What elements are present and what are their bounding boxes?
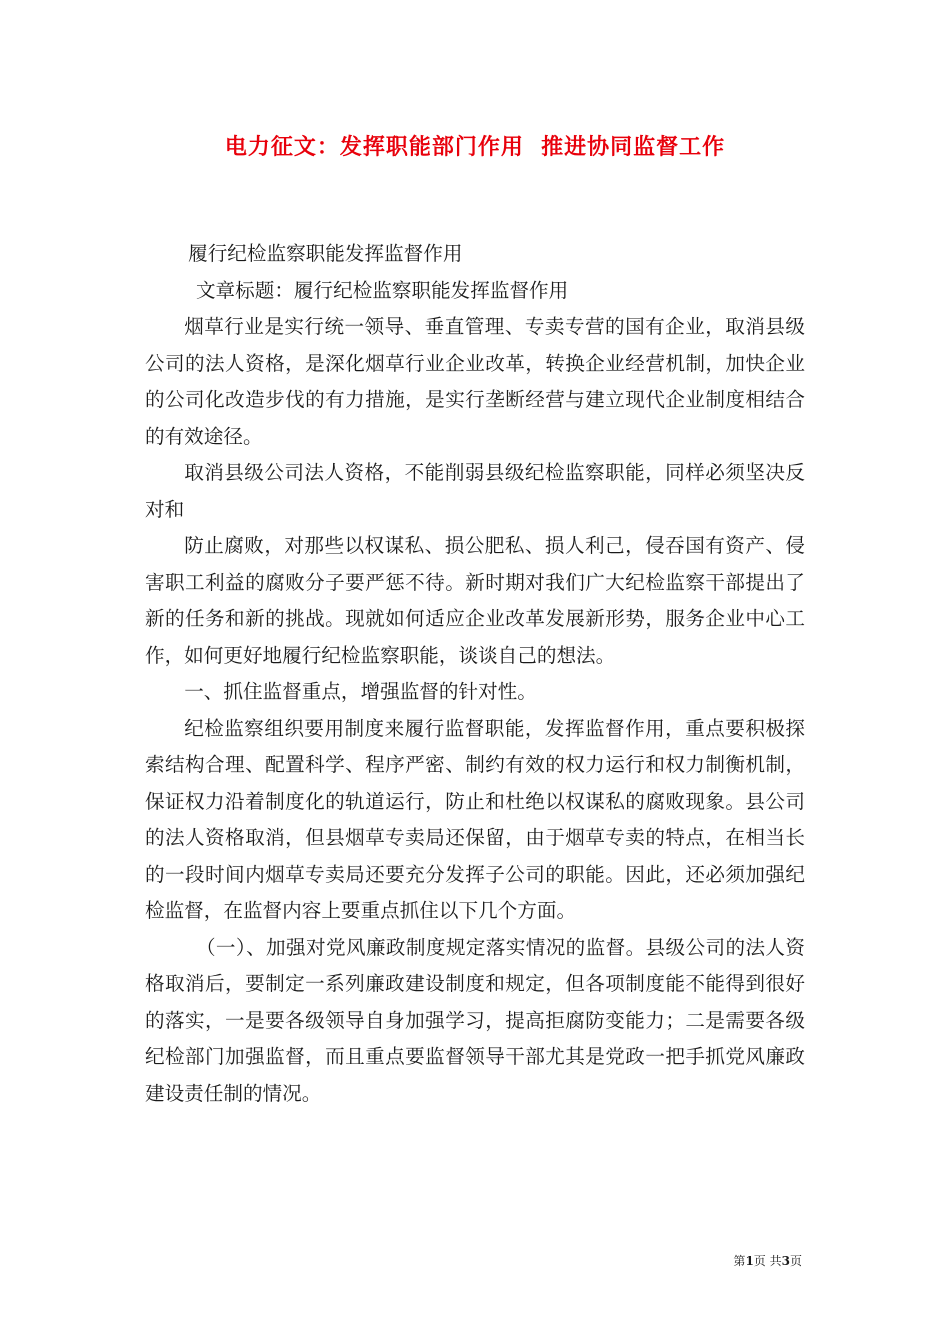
- paragraph: 烟草行业是实行统一领导、垂直管理、专卖专营的国有企业，取消县级公司的法人资格，是深化烟草行业企业改革，转换企业经营机制，加快企业的公司化改造步伐的有力措施，是实行垄断经营与建立现代企业制度相结合的有效途径。: [145, 315, 805, 448]
- paragraph: 取消县级公司法人资格，不能削弱县级纪检监察职能，同样必须坚决反对和: [145, 461, 805, 521]
- section-heading: 一、抓住监督重点，增强监督的针对性。: [184, 680, 537, 703]
- footer-suffix: 页: [789, 1254, 802, 1268]
- paragraph-article-title: 文章标题：履行纪检监察职能发挥监督作用: [195, 278, 569, 302]
- footer-prefix: 第: [733, 1254, 746, 1268]
- footer-current-page: 1: [745, 1254, 754, 1268]
- page-footer: [733, 1252, 802, 1269]
- footer-middle: 页 共: [753, 1254, 782, 1268]
- document-title: 电力征文：发挥职能部门作用 推进协同监督工作: [224, 135, 726, 160]
- footer-total-pages: 3: [781, 1254, 790, 1268]
- document-body: [145, 236, 805, 1112]
- paragraph: 纪检监察组织要用制度来履行监督职能，发挥监督作用，重点要积极探索结构合理、配置科学、程序严密、制约有效的权力运行和权力制衡机制，保证权力沿着制度化的轨道运行，防止和杜绝以权谋私的腐败现象。县公司的法人资格取消，但县烟草专卖局还保留，由于烟草专卖的特点，在相当长的一段时间内烟草专卖局还要充分发挥子公司的职能。因此，还必须加强纪检监督，在监督内容上要重点抓住以下几个方面。: [145, 716, 805, 922]
- paragraph: 防止腐败，对那些以权谋私、损公肥私、损人利己，侵吞国有资产、侵害职工利益的腐败分子要严惩不待。新时期对我们广大纪检监察干部提出了新的任务和新的挑战。现就如何适应企业改革发展新形势，服务企业中心工作，如何更好地履行纪检监察职能，谈谈自己的想法。: [145, 534, 805, 667]
- paragraph-subtitle: 履行纪检监察职能发挥监督作用: [188, 242, 463, 265]
- paragraph: （一）、加强对党风廉政制度规定落实情况的监督。县级公司的法人资格取消后，要制定一系列廉政建设制度和规定，但各项制度能不能得到很好的落实，一是要各级领导自身加强学习，提高拒腐防变能力；二是需要各级纪检部门加强监督，而且重点要监督领导干部尤其是党政一把手抓党风廉政建设责任制的情况。: [145, 935, 805, 1105]
